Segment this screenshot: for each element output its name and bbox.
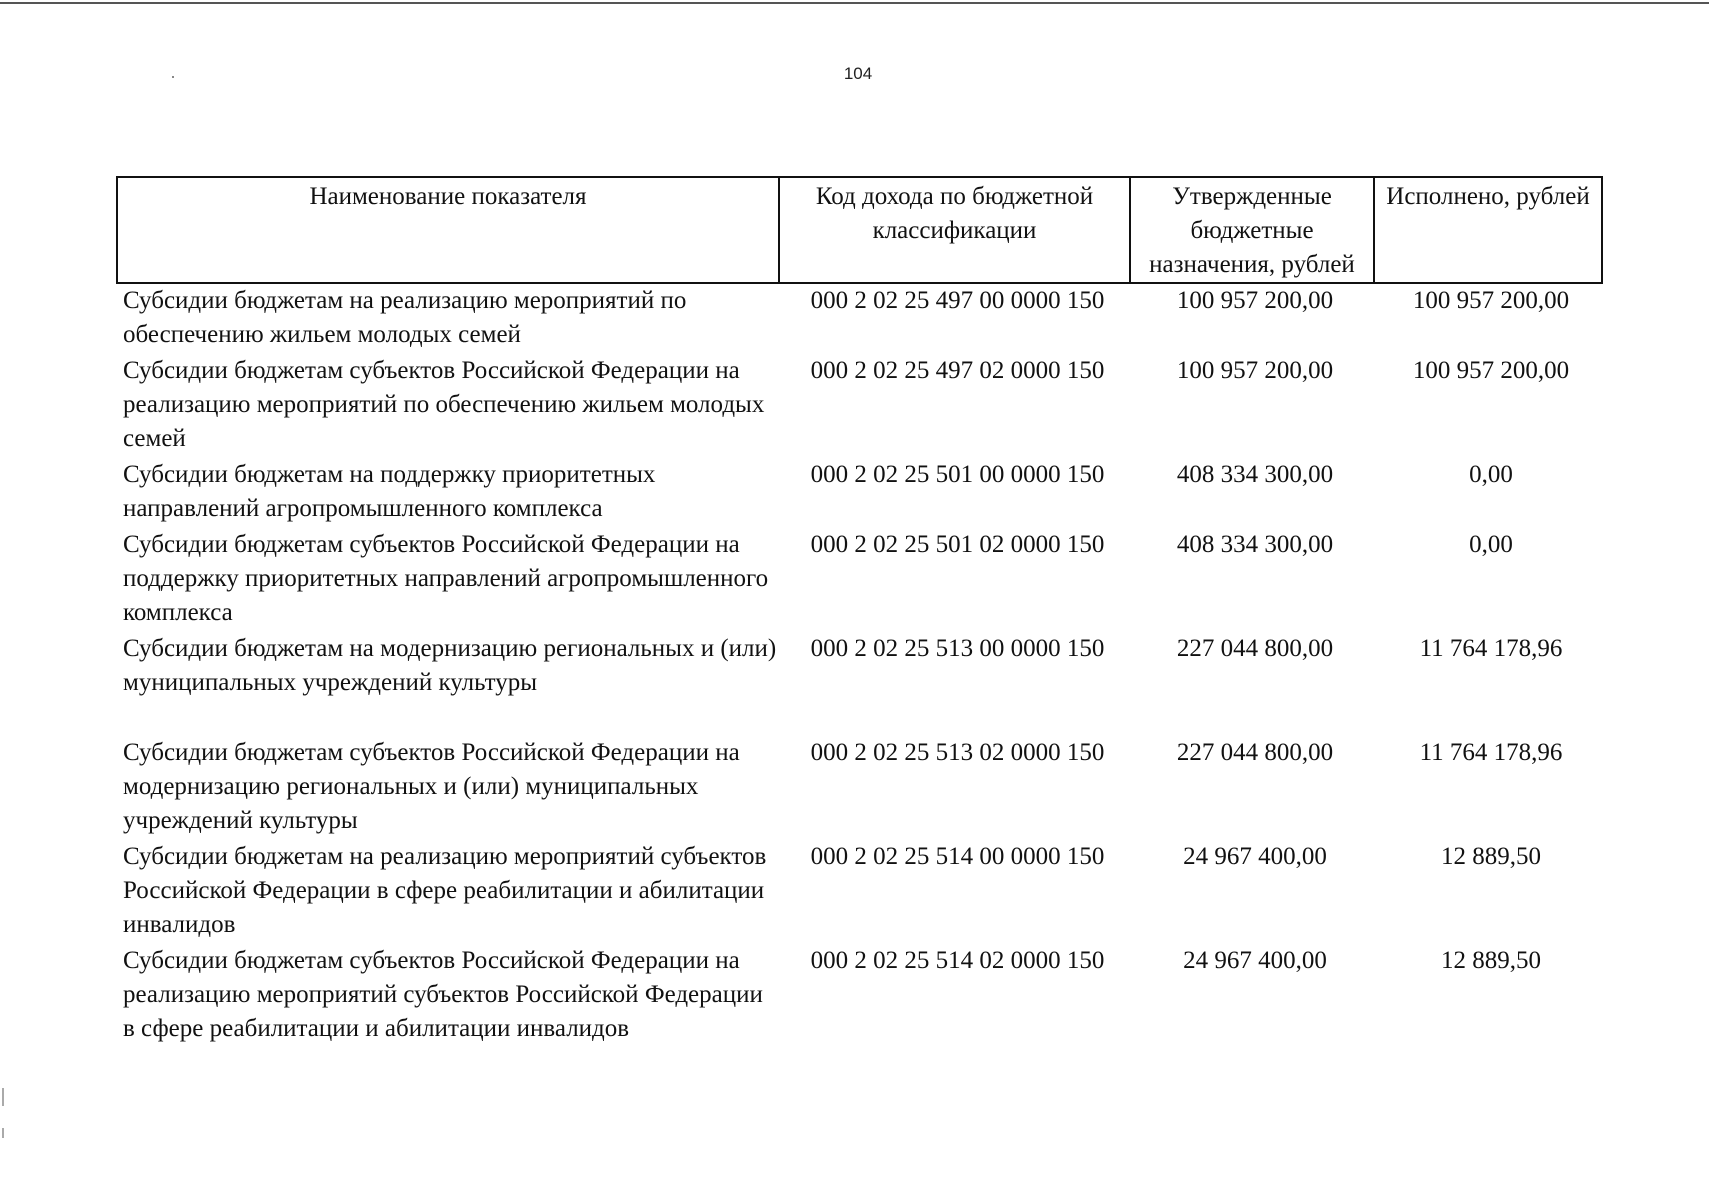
row-code: 000 2 02 25 501 02 0000 150 <box>810 531 1105 558</box>
row-approved: 408 334 300,00 <box>1176 461 1334 488</box>
row-code: 000 2 02 25 513 00 0000 150 <box>810 635 1105 662</box>
row-code: 000 2 02 25 497 00 0000 150 <box>810 287 1105 314</box>
row-name: Субсидии бюджетам субъектов Российской Федерации на модернизацию региональных и (или) муниципальных учреждений культуры <box>123 739 740 834</box>
row-code: 000 2 02 25 514 00 0000 150 <box>810 843 1105 870</box>
row-approved: 24 967 400,00 <box>1183 843 1327 870</box>
row-name: Субсидии бюджетам субъектов Российской Федерации на поддержку приоритетных направлений агропромышленного комплекса <box>123 531 769 626</box>
table-row <box>117 528 1602 632</box>
budget-income-table <box>116 176 1603 1048</box>
row-executed: 11 764 178,96 <box>1419 635 1563 662</box>
page-number: 104 <box>843 64 873 83</box>
row-executed: 12 889,50 <box>1441 947 1541 974</box>
header-approved: Утвержденные бюджетные назначения, рублей <box>1130 177 1374 283</box>
table-row <box>117 283 1602 354</box>
row-name: Субсидии бюджетам на реализацию мероприятий субъектов Российской Федерации в сфере реабилитации и абилитации инвалидов <box>123 843 767 938</box>
row-executed: 100 957 200,00 <box>1412 357 1570 384</box>
row-code: 000 2 02 25 501 00 0000 150 <box>810 461 1105 488</box>
row-name: Субсидии бюджетам субъектов Российской Федерации на реализацию мероприятий по обеспечению жильем молодых семей <box>123 357 765 452</box>
row-name: Субсидии бюджетам субъектов Российской Федерации на реализацию мероприятий субъектов Российской Федерации в сфере реабилитации и абилитации инвалидов <box>123 947 763 1042</box>
table-row <box>117 632 1602 736</box>
row-approved: 227 044 800,00 <box>1176 739 1334 766</box>
top-scan-border <box>0 2 1709 4</box>
row-executed: 11 764 178,96 <box>1419 739 1563 766</box>
row-executed: 0,00 <box>1469 461 1513 488</box>
row-executed: 0,00 <box>1469 531 1513 558</box>
row-name: Субсидии бюджетам на реализацию мероприятий по обеспечению жильем молодых семей <box>123 287 687 348</box>
row-approved: 100 957 200,00 <box>1176 287 1334 314</box>
table-row <box>117 458 1602 528</box>
row-executed: 12 889,50 <box>1441 843 1541 870</box>
row-code: 000 2 02 25 497 02 0000 150 <box>810 357 1105 384</box>
row-approved: 227 044 800,00 <box>1176 635 1334 662</box>
header-code: Код дохода по бюджетной классификации <box>779 177 1130 283</box>
header-executed: Исполнено, рублей <box>1374 177 1602 283</box>
row-name: Субсидии бюджетам на модернизацию региональных и (или) муниципальных учреждений культуры <box>123 635 777 696</box>
table-row <box>117 944 1602 1048</box>
row-approved: 100 957 200,00 <box>1176 357 1334 384</box>
row-approved: 408 334 300,00 <box>1176 531 1334 558</box>
table-row <box>117 354 1602 458</box>
header-name: Наименование показателя <box>117 177 779 283</box>
scan-margin-mark <box>2 1128 4 1138</box>
scan-margin-mark <box>2 1088 4 1106</box>
table-row <box>117 840 1602 944</box>
row-name: Субсидии бюджетам на поддержку приоритетных направлений агропромышленного комплекса <box>123 461 656 522</box>
row-approved: 24 967 400,00 <box>1183 947 1327 974</box>
table-header-row <box>117 177 1602 283</box>
row-code: 000 2 02 25 514 02 0000 150 <box>810 947 1105 974</box>
row-code: 000 2 02 25 513 02 0000 150 <box>810 739 1105 766</box>
row-executed: 100 957 200,00 <box>1412 287 1570 314</box>
table-row <box>117 736 1602 840</box>
